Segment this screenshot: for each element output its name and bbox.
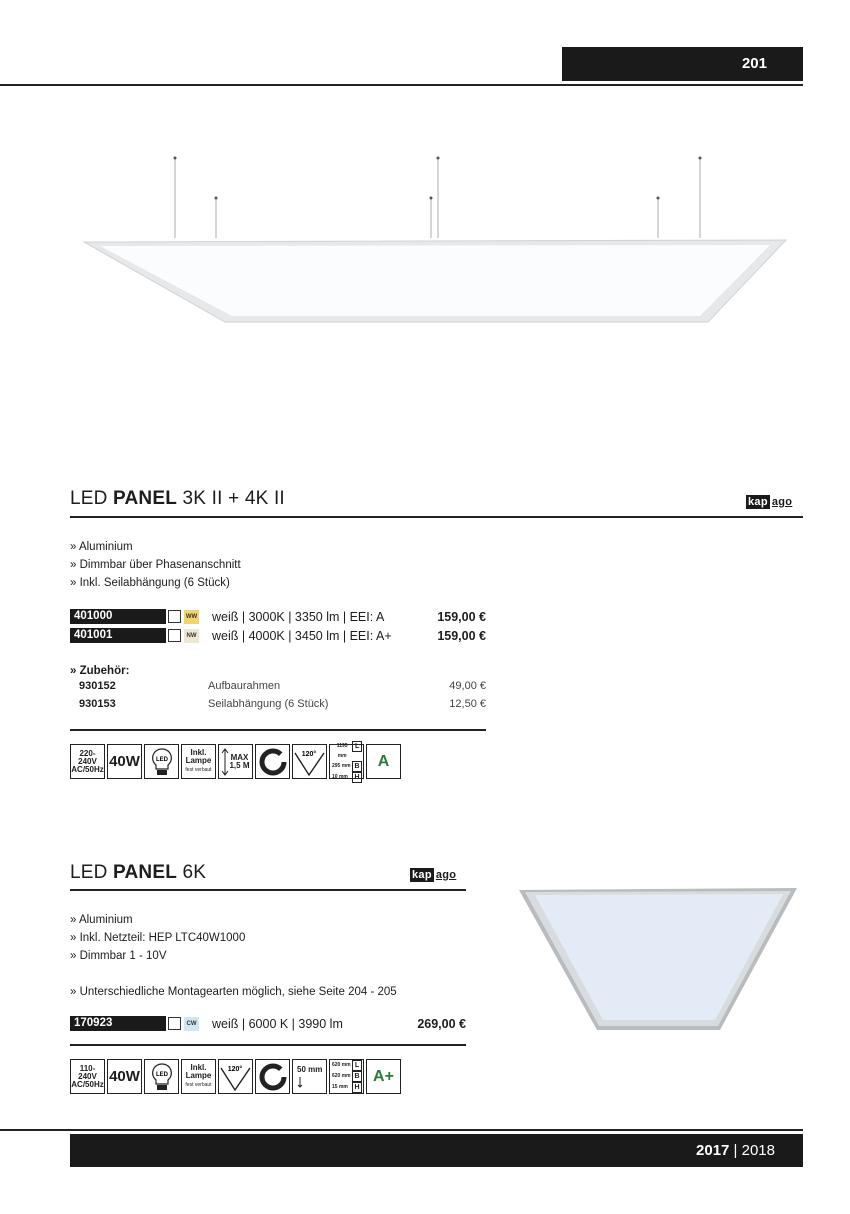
max-length-icon: MAX 1,5 M (218, 744, 253, 779)
section2-features (70, 911, 397, 1001)
svg-text:LED: LED (155, 756, 168, 763)
svg-text:120°: 120° (301, 751, 317, 758)
beam-angle-icon (218, 1059, 253, 1094)
svg-text:LED: LED (155, 1071, 168, 1078)
accessory-price: 12,50 € (449, 698, 486, 710)
section2-icons (70, 1059, 401, 1094)
feature-item: » Dimmbar 1 - 10V (70, 950, 167, 962)
dimensions-icon: 1195 mm L 295 mm B 10 mm H (329, 744, 364, 779)
accessories-heading: » Zubehör: (70, 665, 130, 677)
section2-products-rule (70, 1044, 466, 1046)
catalog-year: 2017 | 2018 (696, 1142, 775, 1159)
beam-angle-icon (292, 744, 327, 779)
kapago-logo: kap ago (748, 496, 793, 508)
color-temp-badge: NW (184, 629, 199, 643)
voltage-icon: 220-240V AC/50Hz (70, 744, 105, 779)
wattage-icon: 40W (107, 744, 142, 779)
top-rule (0, 84, 803, 86)
feature-item: » Inkl. Netzteil: HEP LTC40W1000 (70, 932, 246, 944)
feature-item: » Aluminium (70, 541, 133, 553)
wattage-icon: 40W (107, 1059, 142, 1094)
article-number: 170923 (70, 1016, 166, 1031)
section1-icons (70, 744, 401, 779)
color-temp-badge: WW (184, 610, 199, 624)
product-spec: weiß | 3000K | 3350 lm | EEI: A (212, 609, 385, 624)
dimensions-icon: 620 mm L 620 mm B 15 mm H (329, 1059, 364, 1094)
article-number: 401001 (70, 628, 166, 643)
accessory-article: 930153 (79, 698, 116, 710)
accessory-row (70, 695, 486, 713)
section2-title: LED PANEL 6K (70, 862, 207, 883)
section1-features (70, 538, 241, 592)
article-number: 401000 (70, 609, 166, 624)
product-spec: weiß | 6000 K | 3990 lm (212, 1016, 343, 1031)
section2-products (70, 1015, 466, 1032)
square-panel-image (515, 880, 800, 1040)
energy-class-icon: A+ (366, 1059, 401, 1094)
accessory-price: 49,00 € (449, 680, 486, 692)
product-spec: weiß | 4000K | 3450 lm | EEI: A+ (212, 628, 392, 643)
accessories-rule (70, 729, 486, 731)
kapago-logo: kap ago (412, 869, 457, 881)
order-checkbox[interactable] (168, 610, 181, 623)
product-row (70, 608, 486, 625)
dimmable-icon (255, 744, 290, 779)
incl-lamp-icon: Inkl. Lampe fest verbaut (181, 744, 216, 779)
feature-item: » Inkl. Seilabhängung (6 Stück) (70, 577, 230, 589)
accessory-row (70, 677, 486, 695)
depth-icon: 50 mm (292, 1059, 327, 1094)
accessory-description: Seilabhängung (6 Stück) (208, 698, 329, 710)
feature-item: » Dimmbar über Phasenanschnitt (70, 559, 241, 571)
product-price: 159,00 € (437, 628, 486, 643)
page-number: 201 (741, 55, 767, 72)
section1-rule (70, 516, 803, 518)
product-price: 269,00 € (417, 1016, 466, 1031)
incl-lamp-icon: Inkl. Lampe fest verbaut (181, 1059, 216, 1094)
led-bulb-icon (144, 1059, 179, 1094)
order-checkbox[interactable] (168, 629, 181, 642)
feature-item: » Aluminium (70, 914, 133, 926)
section2-rule (70, 889, 466, 891)
suspended-panel-image (80, 150, 800, 330)
color-temp-badge: CW (184, 1017, 199, 1031)
accessory-description: Aufbaurahmen (208, 680, 281, 692)
dimmable-icon (255, 1059, 290, 1094)
order-checkbox[interactable] (168, 1017, 181, 1030)
montage-note: » Unterschiedliche Montagearten möglich, siehe Seite 204 - 205 (70, 986, 397, 998)
footer-bar (70, 1134, 803, 1167)
accessories (70, 665, 486, 713)
section1-title: LED PANEL 3K II + 4K II (70, 488, 285, 509)
page-number-bar (562, 47, 803, 81)
product-row (70, 627, 486, 644)
led-bulb-icon (144, 744, 179, 779)
accessory-article: 930152 (79, 680, 116, 692)
footer-rule (0, 1129, 803, 1131)
product-price: 159,00 € (437, 609, 486, 624)
product-row (70, 1015, 466, 1032)
voltage-icon: 110-240V AC/50Hz (70, 1059, 105, 1094)
energy-class-icon: A (366, 744, 401, 779)
section1-products (70, 608, 486, 644)
svg-text:120°: 120° (227, 1066, 243, 1073)
